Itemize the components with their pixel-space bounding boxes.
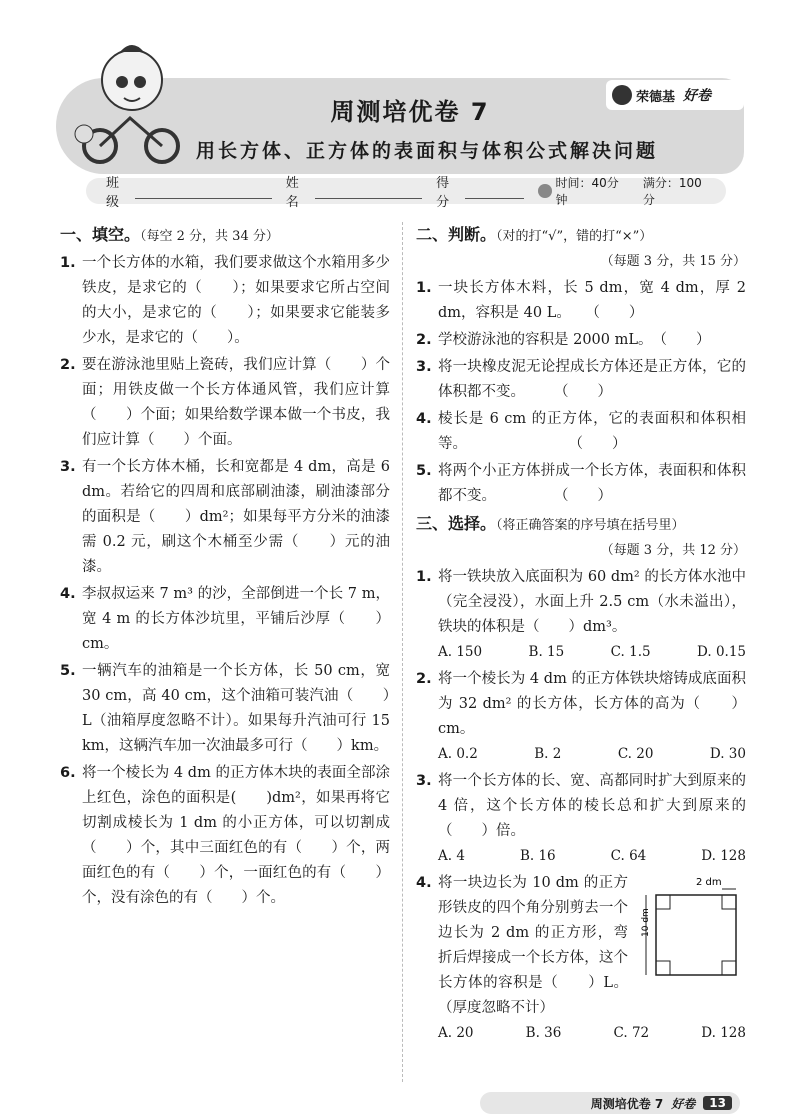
fig-side-label: 10 dm	[641, 908, 651, 937]
option[interactable]: D. 30	[709, 746, 746, 762]
fill-q1: 1. 一个长方体的水箱，我们要求做这个水箱用多少铁皮，是求它的（ ）；如果要求它所占空间的大小，是求它的（ ）；如果要求它能装多少水，是求它的（ ）。	[60, 255, 390, 346]
section2-title: 二、判断。	[416, 225, 497, 244]
fill-q6: 6. 将一个棱长为 4 dm 的正方体木块的表面全部涂上红色，涂色的面积是( )dm²，如果再将它切割成棱长为 1 dm 的小正方体，可以切割成（ ）个，其中三面红色的有（ ）个，两面红色的有（ ）个，一面红色的有（ ）个，没有涂色的有（ ）个。	[60, 765, 390, 906]
option[interactable]: A. 4	[438, 848, 465, 864]
judge-q1: 1. 一块长方体木料，长 5 dm，宽 4 dm，厚 2 dm，容积是 40 L。 （ ）	[416, 280, 746, 321]
clock-icon	[538, 184, 552, 198]
option[interactable]: B. 36	[525, 1025, 562, 1041]
section1-note: （每空 2 分，共 34 分）	[140, 229, 279, 244]
choice-q2: 2. 将一个棱长为 4 dm 的正方体铁块熔铸成底面积为 32 dm² 的长方体，长方体的高为（ ）cm。	[416, 671, 746, 737]
choice-q1: 1. 将一铁块放入底面积为 60 dm² 的长方体水池中（完全浸没），水面上升 2.5 cm（水未溢出），铁块的体积是（ ）dm³。	[416, 569, 746, 635]
choice-q3: 3. 将一个长方体的长、宽、高都同时扩大到原来的 4 倍，这个长方体的棱长总和扩大到原来的（ ）倍。	[416, 773, 746, 839]
section3-score: （每题 3 分，共 12 分）	[600, 543, 746, 558]
option[interactable]: A. 20	[438, 1025, 474, 1041]
choice-q3-options	[416, 844, 746, 869]
square-sheet-figure	[636, 875, 746, 985]
judge-q2: 2. 学校游泳池的容积是 2000 mL。 （ ）	[416, 332, 711, 348]
brand-tag: 好卷	[683, 88, 712, 104]
time-limit: 时间：40分钟	[555, 176, 619, 207]
footer-label: 周测培优卷 7	[590, 1096, 664, 1111]
score-field[interactable]: 得分	[436, 172, 524, 210]
choice-q2-options	[416, 742, 746, 767]
page-footer	[480, 1092, 740, 1114]
page-title: 周测培优卷 7	[330, 98, 490, 126]
section2-score: （每题 3 分，共 15 分）	[600, 254, 746, 269]
option[interactable]: A. 0.2	[438, 746, 478, 762]
footer-tag: 好卷	[671, 1096, 696, 1111]
option[interactable]: D. 0.15	[697, 644, 746, 660]
option[interactable]: A. 150	[438, 644, 483, 660]
option[interactable]: C. 20	[617, 746, 654, 762]
section3-note: （将正确答案的序号填在括号里）	[496, 518, 685, 533]
choice-q1-options	[416, 640, 746, 665]
fill-q5: 5. 一辆汽车的油箱是一个长方体，长 50 cm，宽 30 cm，高 40 cm，这个油箱可装汽油（ ）L（油箱厚度忽略不计）。如果每升汽油可行 15 km，这辆汽车加一次油最多可行（ ）km。	[60, 663, 390, 754]
option[interactable]: C. 1.5	[610, 644, 651, 660]
option[interactable]: B. 2	[534, 746, 562, 762]
class-field[interactable]: 班级	[106, 172, 272, 210]
full-score: 满分：100分	[642, 176, 702, 207]
option[interactable]: C. 64	[610, 848, 647, 864]
page-number: 13	[703, 1096, 732, 1110]
section3-title: 三、选择。	[416, 514, 497, 533]
option[interactable]: D. 128	[701, 848, 746, 864]
section1-title: 一、填空。	[60, 225, 141, 244]
option[interactable]: B. 16	[519, 848, 556, 864]
brand-face-icon	[612, 85, 632, 105]
name-field[interactable]: 姓名	[286, 172, 422, 210]
fill-q2: 2. 要在游泳池里贴上瓷砖，我们应计算（ ）个面；用铁皮做一个长方体通风管，我们应计算（ ）个面；如果给数学课本做一个书皮，我们应计算（ ）个面。	[60, 357, 390, 448]
info-bar	[86, 176, 726, 210]
judge-q4: 4. 棱长是 6 cm 的正方体，它的表面积和体积相等。 （ ）	[416, 411, 746, 452]
right-column	[416, 222, 746, 1046]
page-subtitle: 用长方体、正方体的表面积与体积公式解决问题	[196, 140, 659, 162]
judge-q5: 5. 将两个小正方体拼成一个长方体，表面积和体积都不变。 （ ）	[416, 463, 746, 504]
choice-q4: 4. 将一块边长为 10 dm 的正方形铁皮的四个角分别剪去一个边长为 2 dm 的正方形，弯折后焊接成一个长方体，这个长方体的容积是（ ）L。（厚度忽略不计）	[416, 875, 628, 1016]
judge-q3: 3. 将一块橡皮泥无论捏成长方体还是正方体，它的体积都不变。 （ ）	[416, 359, 746, 400]
option[interactable]: B. 15	[528, 644, 565, 660]
fill-q4: 4. 李叔叔运来 7 m³ 的沙，全部倒进一个长 7 m，宽 4 m 的长方体沙坑里，平铺后沙厚（ ）cm。	[60, 586, 390, 652]
left-column	[60, 222, 390, 911]
column-divider	[402, 222, 403, 1082]
brand-logo	[606, 80, 744, 110]
option[interactable]: C. 72	[613, 1025, 650, 1041]
option[interactable]: D. 128	[701, 1025, 746, 1041]
fill-q3: 3. 有一个长方体木桶，长和宽都是 4 dm，高是 6 dm。若给它的四周和底部刷油漆，刷油漆部分的面积是（ ）dm²；如果每平方分米的油漆需 0.2 元，刷这个木桶至少需（ ）元的油漆。	[60, 459, 390, 575]
brand-name: 荣德基	[636, 89, 676, 105]
choice-q4-options	[416, 1021, 746, 1046]
mascot-illustration	[70, 38, 190, 168]
fig-top-label: 2 dm	[696, 877, 722, 888]
section2-note: （对的打“√”，错的打“×”）	[496, 229, 653, 244]
